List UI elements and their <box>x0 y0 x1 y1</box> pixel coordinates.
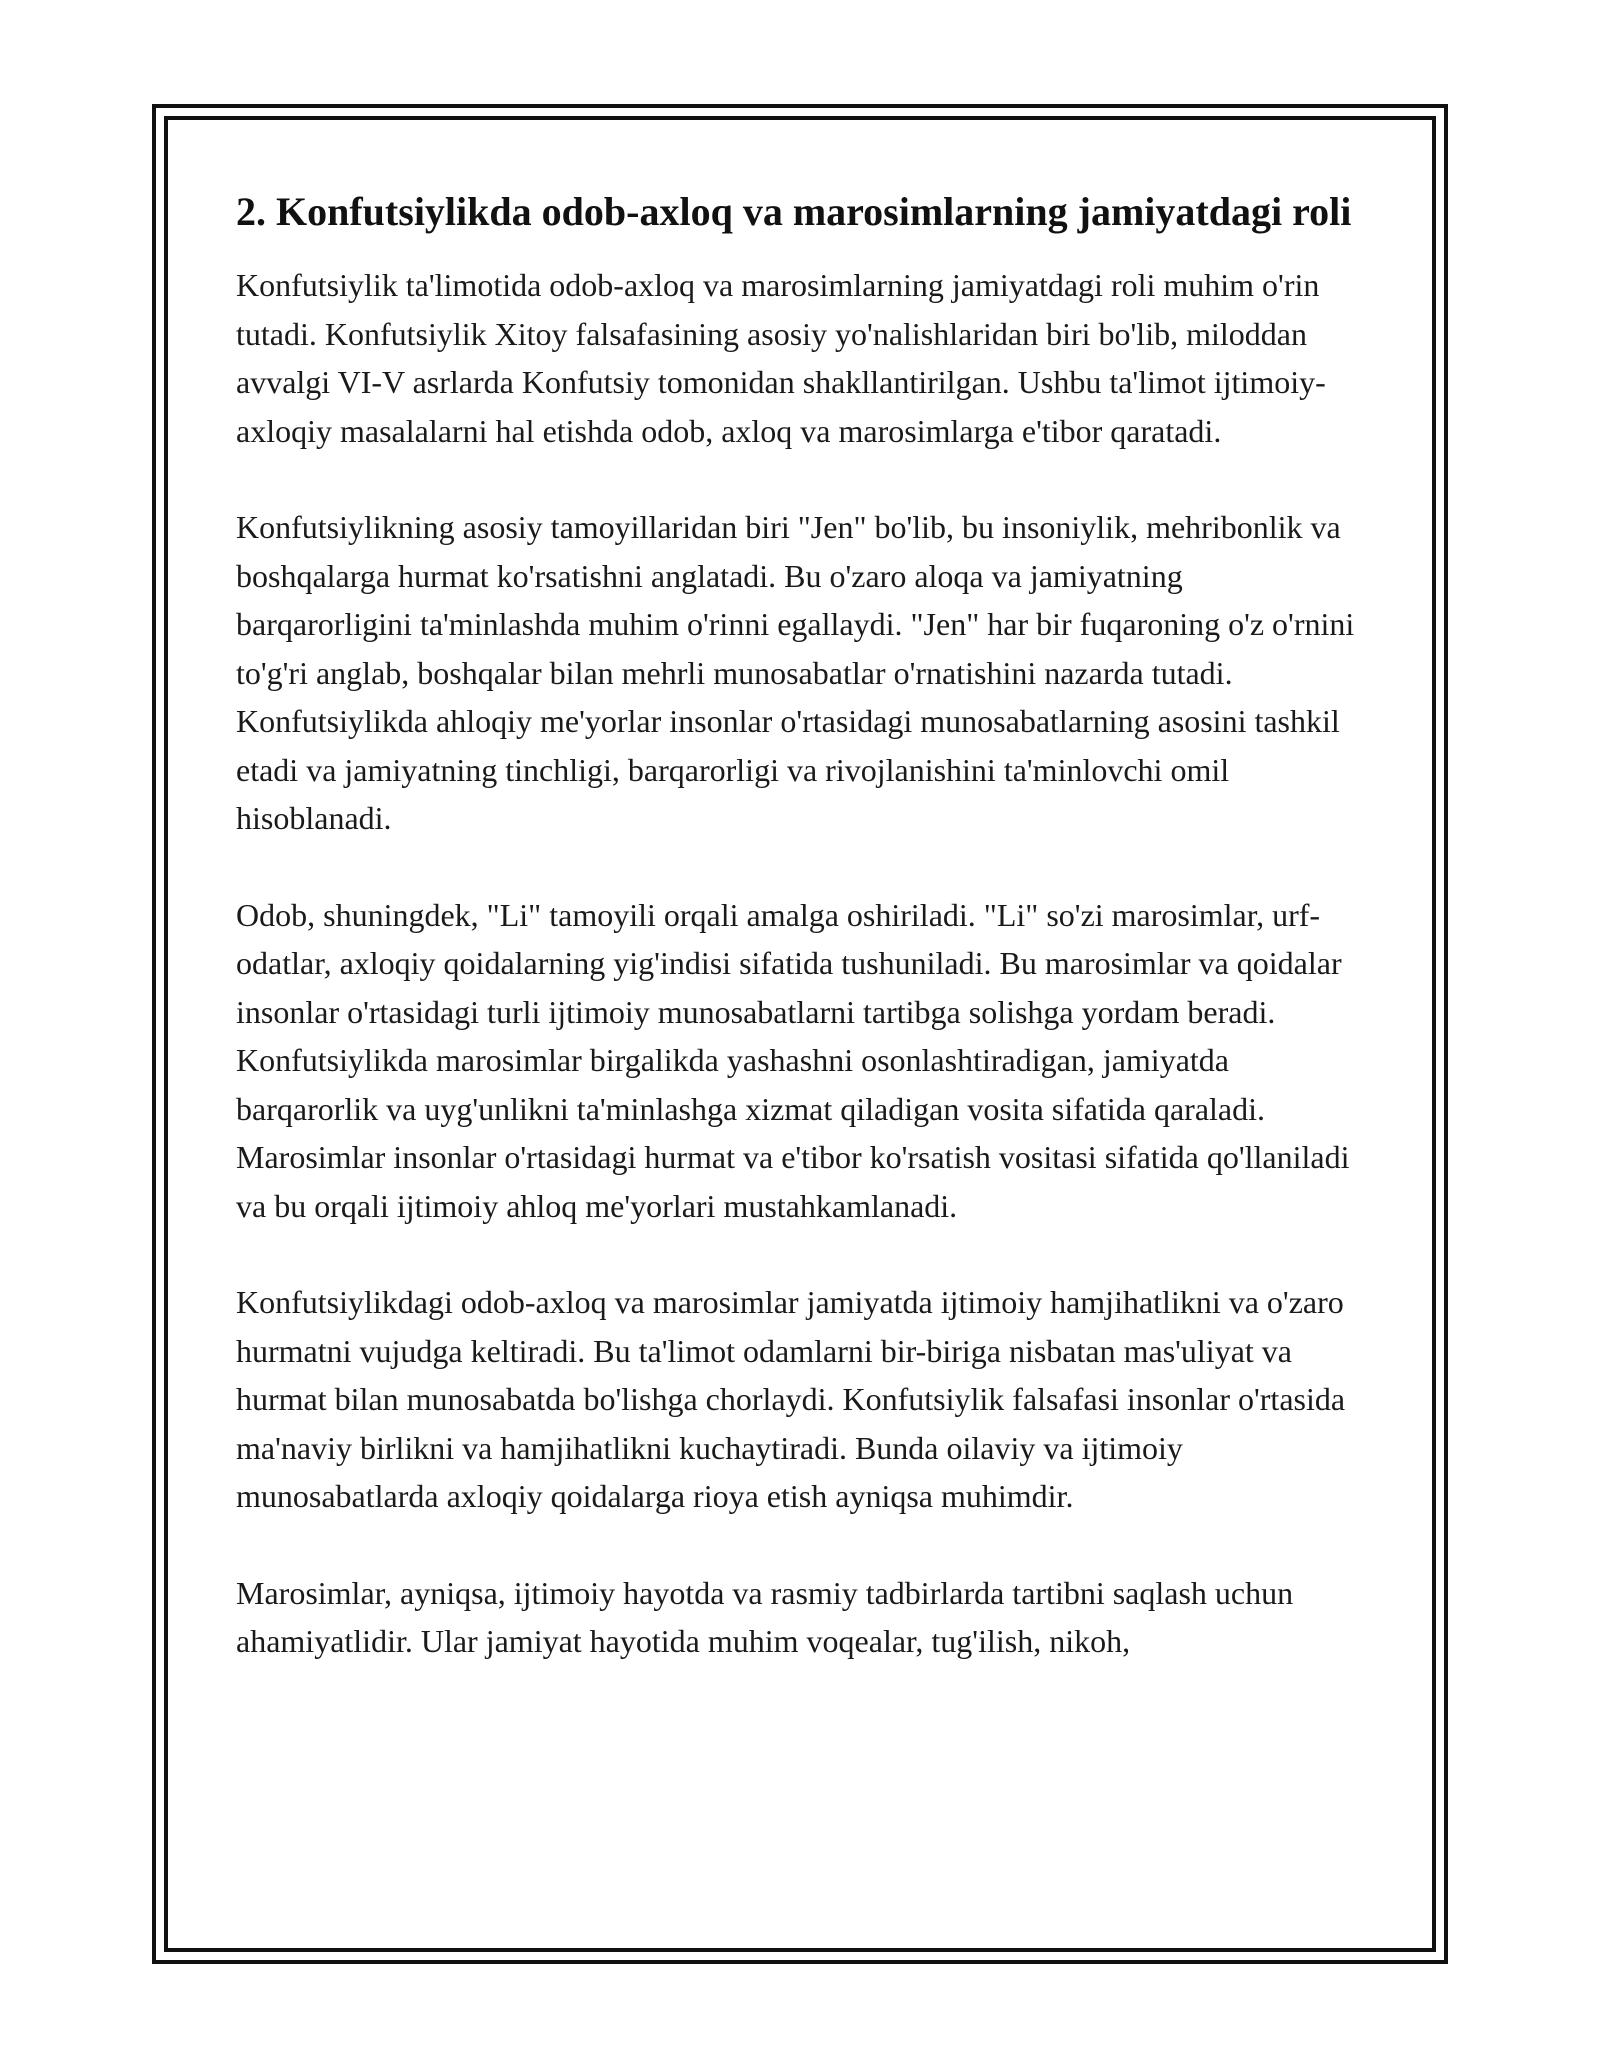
paragraph-5: Marosimlar, ayniqsa, ijtimoiy hayotda va rasmiy tadbirlarda tartibni saqlash uchun ahamiyatlidir. Ular jamiyat hayotida muhim voqealar, tug'ilish, nikoh, <box>236 1574 1294 1659</box>
paragraph-1: Konfutsiylik ta'limotida odob-axloq va marosimlarning jamiyatdagi roli muhim o'rin tutadi. Konfutsiylik Xitoy falsafasining asosiy yo'nalishlaridan biri bo'lib, miloddan avvalgi VI-V asrlarda Konfutsiy tomonidan shakllantirilgan. Ushbu ta'limot ijtimoiy-axloqiy masalalarni hal etishda odob, axloq va marosimlarga e'tibor qaratadi. <box>236 267 1326 449</box>
paragraph-4: Konfutsiylikdagi odob-axloq va marosimlar jamiyatda ijtimoiy hamjihatlikni va o'zaro hurmatni vujudga keltiradi. Bu ta'limot odamlarni bir-biriga nisbatan mas'uliyat va hurmat bilan munosabatda bo'lishga chorlaydi. Konfutsiylik falsafasi insonlar o'rtasida ma'naviy birlikni va hamjihatlikni kuchaytiradi. Bunda oilaviy va ijtimoiy munosabatlarda axloqiy qoidalarga rioya etish ayniqsa muhimdir. <box>236 1284 1346 1514</box>
section-title: 2. Konfutsiylikda odob-axloq va marosimlarning jamiyatdagi roli <box>236 189 1352 234</box>
document-body <box>236 184 1366 1714</box>
paragraph-3: Odob, shuningdek, "Li" tamoyili orqali amalga oshiriladi. "Li" so'zi marosimlar, urf-odatlar, axloqiy qoidalarning yig'indisi sifatida tushuniladi. Bu marosimlar va qoidalar insonlar o'rtasidagi turli ijtimoiy munosabatlarni tartibga solishga yordam beradi. Konfutsiylikda marosimlar birgalikda yashashni osonlashtiradigan, jamiyatda barqarorlik va uyg'unlikni ta'minlashga xizmat qiladigan vosita sifatida qaraladi. Marosimlar insonlar o'rtasidagi hurmat va e'tibor ko'rsatish vositasi sifatida qo'llaniladi va bu orqali ijtimoiy ahloq me'yorlari mustahkamlanadi. <box>236 896 1350 1224</box>
paragraph-2: Konfutsiylikning asosiy tamoyillaridan biri "Jen" bo'lib, bu insoniylik, mehribonlik va boshqalarga hurmat ko'rsatishni anglatadi. Bu o'zaro aloqa va jamiyatning barqarorligini ta'minlashda muhim o'rinni egallaydi. "Jen" har bir fuqaroning o'z o'rnini to'g'ri anglab, boshqalar bilan mehrli munosabatlar o'rnatishini nazarda tutadi. Konfutsiylikda ahloqiy me'yorlar insonlar o'rtasidagi munosabatlarning asosini tashkil etadi va jamiyatning tinchligi, barqarorligi va rivojlanishini ta'minlovchi omil hisoblanadi. <box>236 509 1355 836</box>
